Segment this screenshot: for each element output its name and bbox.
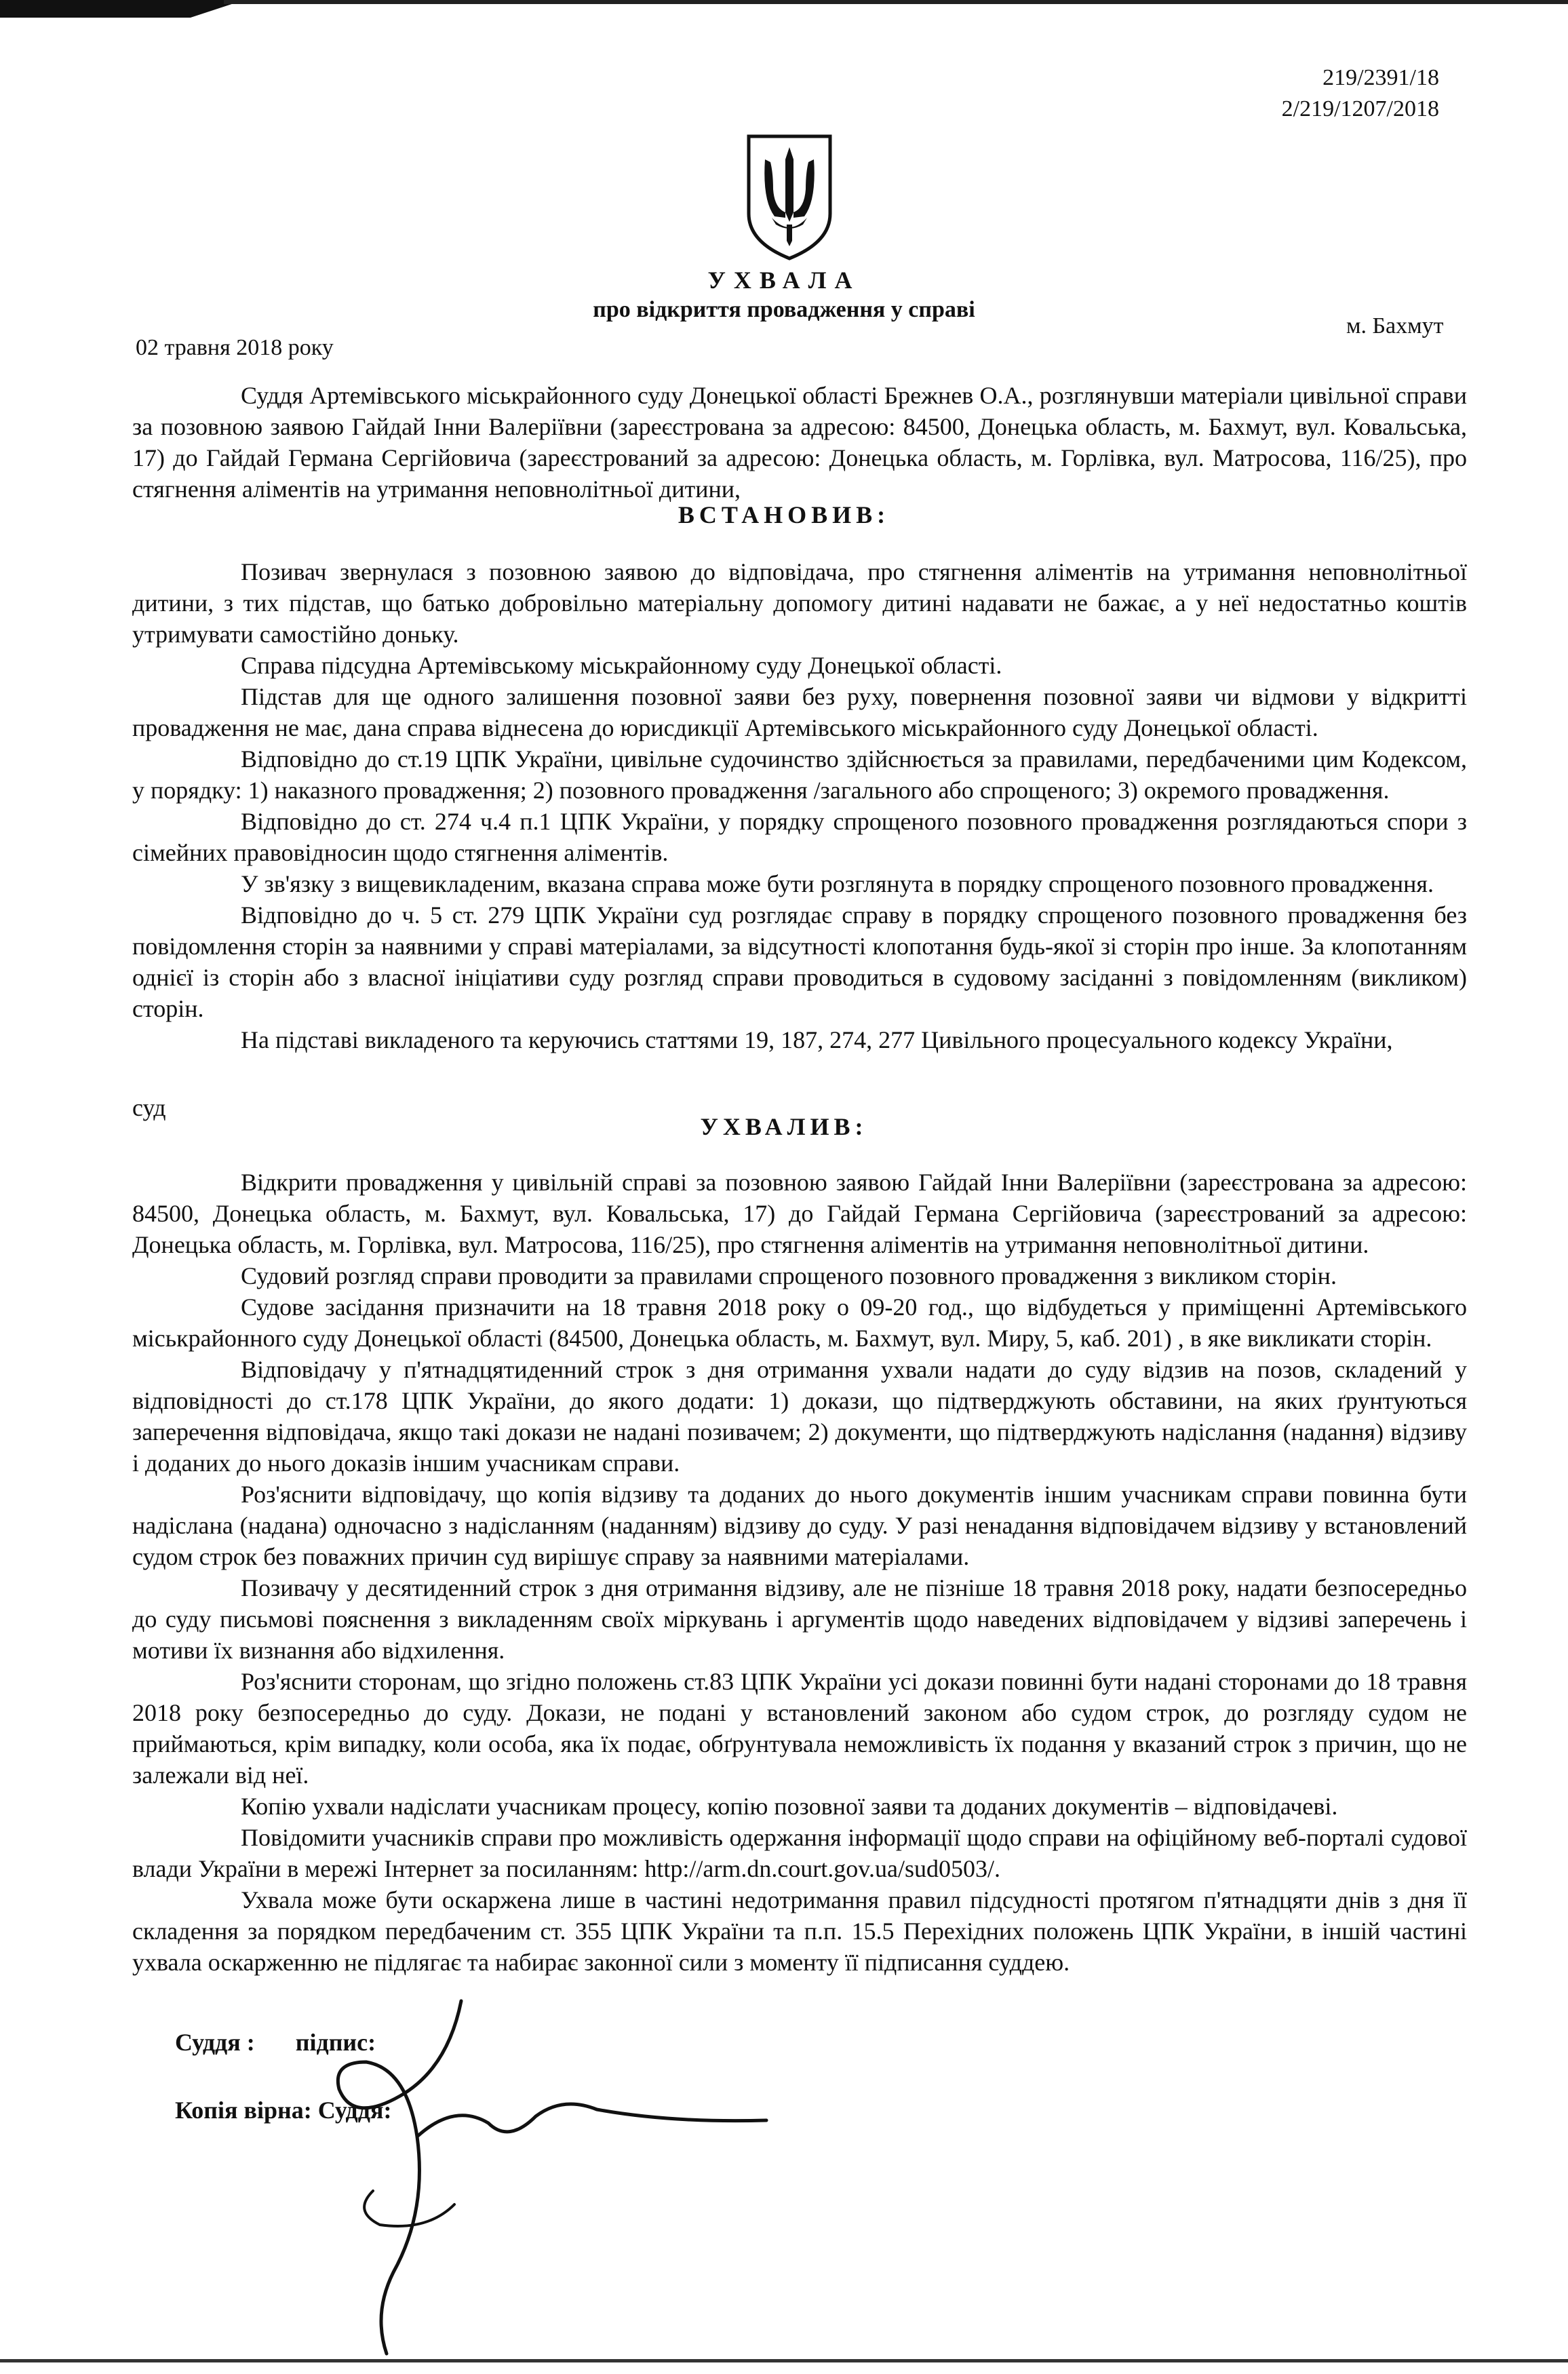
established-paragraph: На підставі викладеного та керуючись статтями 19, 187, 274, 277 Цивільного процесуального кодексу України, [241, 1026, 1393, 1053]
case-number-primary: 219/2391/18 [1322, 65, 1439, 90]
scan-bottom-edge [0, 2359, 1568, 2362]
document-city: м. Бахмут [1346, 313, 1444, 338]
case-numbers [1282, 62, 1439, 125]
ruled-paragraph: Судовий розгляд справи проводити за правилами спрощеного позовного провадження з викликом сторін. [241, 1262, 1337, 1289]
established-paragraph: Справа підсудна Артемівському міськрайонному суду Донецької області. [241, 652, 1002, 679]
scan-top-edge [224, 0, 1568, 4]
heading-established: ВСТАНОВИВ: [678, 501, 890, 528]
established-paragraph: Позивач звернулася з позовною заявою до відповідача, про стягнення аліментів на утримання неповнолітньої дитини, з тих підстав, що батько добровільно матеріальну допомогу дитині надавати не бажає, а у неї недостатньо коштів утримувати самостійно доньку. [132, 558, 1467, 648]
copy-true-line: Копія вірна: Суддя: [175, 2097, 392, 2124]
document-subtitle: про відкриття провадження у справі [593, 297, 975, 322]
ruled-paragraph: Судове засідання призначити на 18 травня 2018 року о 09-20 год., що відбудеться у приміщенні Артемівського міськрайонного суду Донецької області (84500, Донецька область, м. Бахмут, вул. Миру, 5, каб. 201) , в яке викликати сторін. [132, 1293, 1467, 1352]
sign-label: підпис: [295, 2029, 376, 2056]
case-number-secondary: 2/219/1207/2018 [1281, 96, 1439, 121]
intro-paragraph [132, 380, 1467, 505]
ruled-section [132, 1167, 1467, 1978]
ruled-paragraph: Ухвала може бути оскаржена лише в частині недотримання правил підсудності протягом п'ятнадцяти днів з дня її складення за порядком передбаченим ст. 355 ЦПК України та п.п. 15.5 Перехідних положень ЦПК України, в іншій частині ухвала оскарженню не підлягає та набирає законної сили з моменту її підписання суддею. [132, 1886, 1467, 1976]
established-paragraph: Підстав для ще одного залишення позовної заяви без руху, повернення позовної заяви чи відмови у відкритті провадження не має, дана справа віднесена до юрисдикції Артемівського міськрайонного суду Донецької області. [132, 683, 1467, 741]
judge-label: Суддя : [175, 2029, 255, 2056]
established-paragraph: Відповідно до ст. 274 ч.4 п.1 ЦПК України, у порядку спрощеного позовного провадження розглядаються спори з сімейних правовідносин щодо стягнення аліментів. [132, 808, 1467, 866]
ruled-paragraph: Роз'яснити відповідачу, що копія відзиву та доданих до нього документів іншим учасникам справи повинна бути надіслана (надана) одночасно з надісланням (наданням) відзиву до суду. У разі ненадання відповідачем відзиву у встановлений судом строк без поважних причин суд вирішує справу за наявними матеріалами. [132, 1481, 1467, 1570]
established-paragraph: Відповідно до ч. 5 ст. 279 ЦПК України суд розглядає справу в порядку спрощеного позовного провадження без повідомлення сторін за наявними у справі матеріалами, за відсутності клопотання будь-якої зі сторін про інше. За клопотанням однієї із сторін або з власної ініціативи суду розгляд справи проводиться в судовому засіданні з повідомленням (викликом) сторін. [132, 901, 1467, 1022]
established-paragraph: Відповідно до ст.19 ЦПК України, цивільне судочинство здійснюється за правилами, передбаченими цим Кодексом, у порядку: 1) наказного провадження; 2) позовного провадження /загального або спрощеного; 3) окремого провадження. [132, 745, 1467, 804]
ruled-paragraph: Відкрити провадження у цивільній справі за позовною заявою Гайдай Інни Валеріївни (зареєстрована за адресою: 84500, Донецька область, м. Бахмут, вул. Ковальська, 17) до Гайдай Германа Сергійовича (зареєстрований за адресою: Донецька область, м. Горлівка, вул. Матросова, 116/25), про стягнення аліментів на утримання неповнолітньої дитини. [132, 1169, 1467, 1258]
handwritten-signature-icon [292, 1987, 807, 2367]
ruled-paragraph: Відповідачу у п'ятнадцятиденний строк з дня отримання ухвали надати до суду відзив на позов, складений у відповідності до ст.178 ЦПК України, до якого додати: 1) докази, що підтверджують обставини, на яких ґрунтуються заперечення відповідача, якщо такі докази не надані позивачем; 2) документи, що підтверджують надіслання (надання) відзиву і доданих до нього доказів іншим учасникам справи. [132, 1356, 1467, 1477]
ruled-paragraph: Позивачу у десятиденний строк з дня отримання відзиву, але не пізніше 18 травня 2018 року, надати безпосередньо до суду письмові пояснення з викладенням своїх міркувань і аргументів щодо наведених відповідачем у відзиві заперечень і мотиви їх визнання або відхилення. [132, 1574, 1467, 1664]
scan-corner-mark [0, 0, 244, 18]
ruled-paragraph: Повідомити учасників справи про можливість одержання інформації щодо справи на офіційному веб-порталі судової влади України в мережі Інтернет за посиланням: http://arm.dn.court.gov.ua/sud0503/. [132, 1824, 1467, 1882]
intro-text: Суддя Артемівського міськрайонного суду Донецької області Брежнев О.А., розглянувши матеріали цивільної справи за позовною заявою Гайдай Інни Валеріївни (зареєстрована за адресою: 84500, Донецька область, м. Бахмут, вул. Ковальська, 17) до Гайдай Германа Сергійовича (зареєстрований за адресою: Донецька область, м. Горлівка, вул. Матросова, 116/25), про стягнення аліментів на утримання неповнолітньої дитини, [132, 382, 1467, 503]
established-section [132, 556, 1467, 1055]
ruled-paragraph: Роз'яснити сторонам, що згідно положень ст.83 ЦПК України усі докази повинні бути надані сторонами до 18 травня 2018 року безпосередньо до суду. Докази, не подані у встановлений законом або судом строк, до розгляду судом не приймаються, крім випадку, коли особа, яка їх подає, обґрунтувала неможливість їх подання у вказаний строк з причин, що не залежали від неї. [132, 1668, 1467, 1789]
heading-ruled: УХВАЛИВ: [700, 1113, 868, 1140]
established-paragraph: У зв'язку з вищевикладеним, вказана справа може бути розглянута в порядку спрощеного позовного провадження. [241, 870, 1434, 897]
document-date: 02 травня 2018 року [136, 335, 334, 360]
court-word: суд [132, 1094, 166, 1121]
ruled-paragraph: Копію ухвали надіслати учасникам процесу, копію позовної заяви та доданих документів – відповідачеві. [241, 1793, 1338, 1820]
document-title: УХВАЛА [707, 267, 861, 294]
trident-emblem-icon [745, 132, 834, 261]
